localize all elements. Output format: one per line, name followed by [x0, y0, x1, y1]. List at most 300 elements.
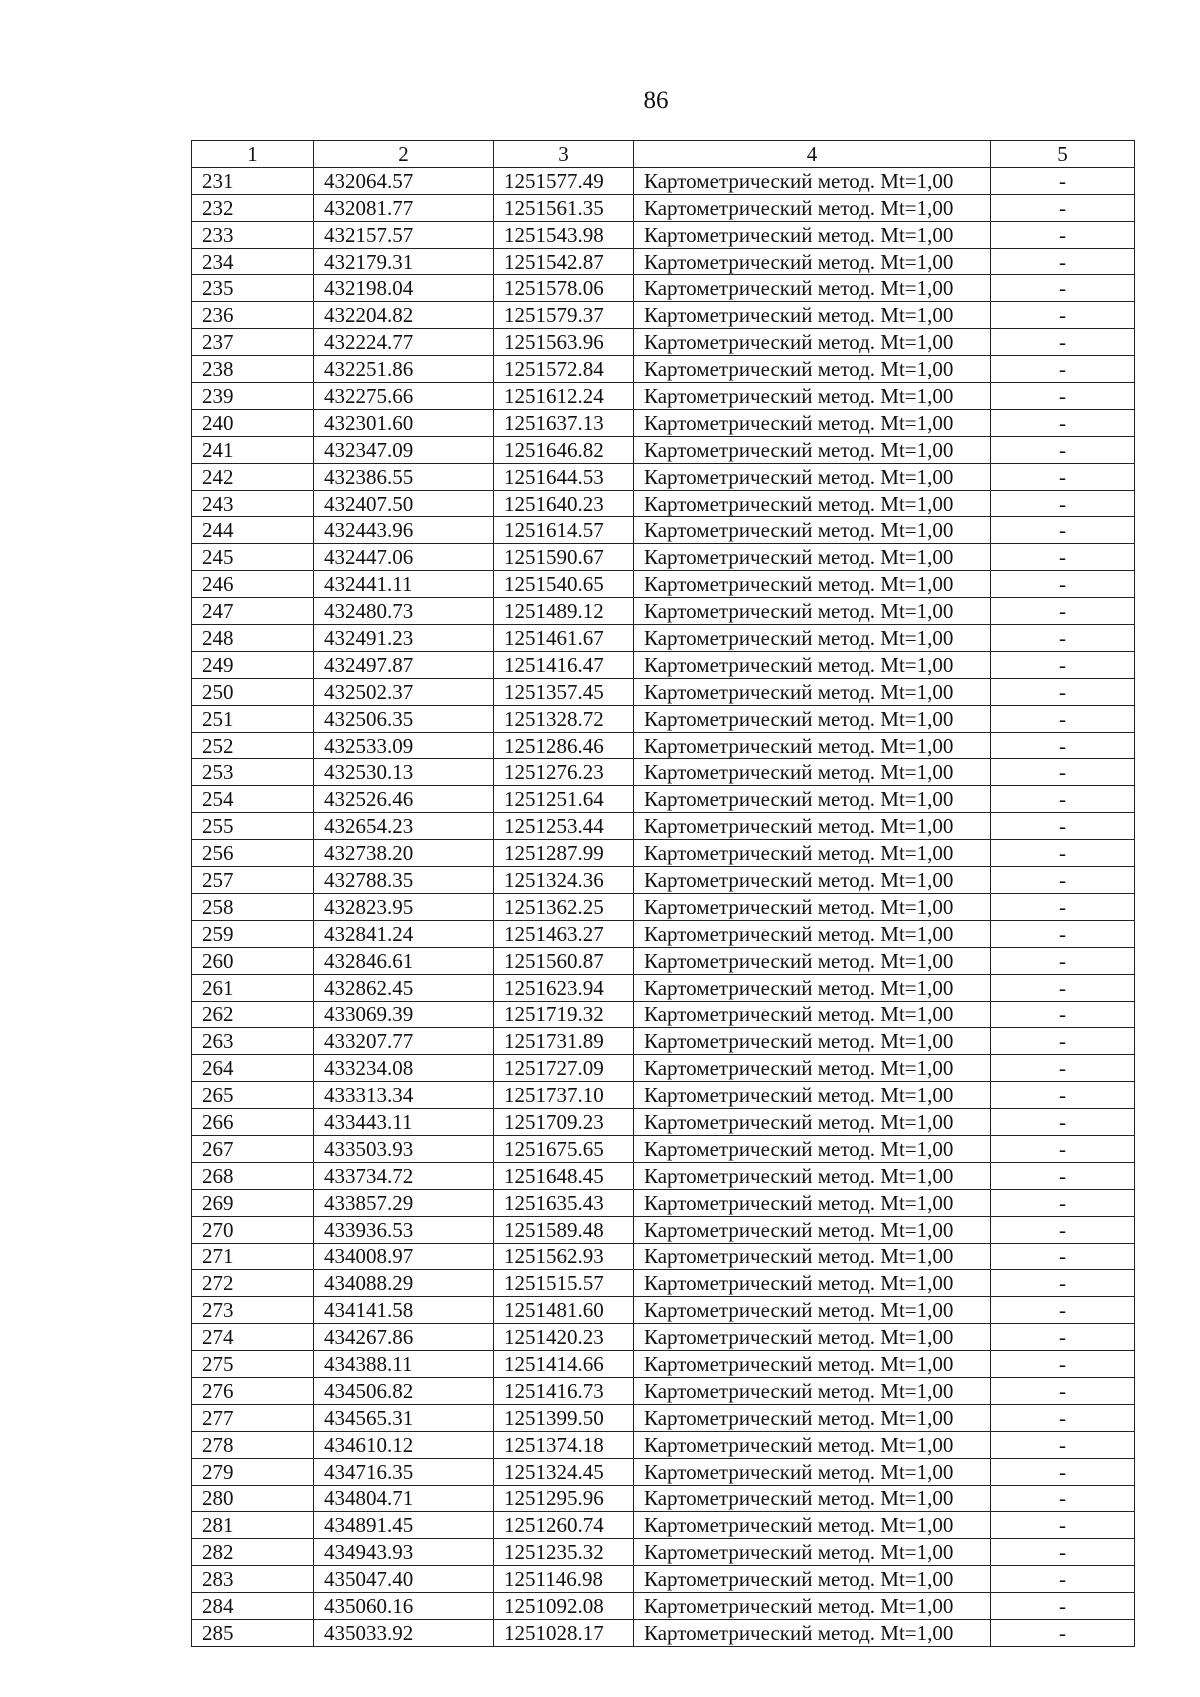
table-row	[192, 759, 1135, 786]
x-coordinate-cell: 432224.77	[314, 329, 494, 356]
y-coordinate-cell: 1251737.10	[494, 1082, 634, 1109]
note-cell: -	[991, 1055, 1135, 1082]
y-coordinate-cell: 1251648.45	[494, 1162, 634, 1189]
point-number-cell: 272	[192, 1270, 314, 1297]
y-coordinate-cell: 1251324.36	[494, 867, 634, 894]
y-coordinate-cell: 1251578.06	[494, 275, 634, 302]
x-coordinate-cell: 432533.09	[314, 732, 494, 759]
x-coordinate-cell: 432738.20	[314, 840, 494, 867]
method-cell: Картометрический метод. Mt=1,00	[634, 1485, 991, 1512]
x-coordinate-cell: 432788.35	[314, 867, 494, 894]
x-coordinate-cell: 432251.86	[314, 356, 494, 383]
note-cell: -	[991, 517, 1135, 544]
y-coordinate-cell: 1251489.12	[494, 598, 634, 625]
table-row	[192, 356, 1135, 383]
point-number-cell: 257	[192, 867, 314, 894]
table-row	[192, 1404, 1135, 1431]
method-cell: Картометрический метод. Mt=1,00	[634, 1162, 991, 1189]
method-cell: Картометрический метод. Mt=1,00	[634, 1404, 991, 1431]
note-cell: -	[991, 436, 1135, 463]
table-row	[192, 275, 1135, 302]
note-cell: -	[991, 598, 1135, 625]
point-number-cell: 253	[192, 759, 314, 786]
y-coordinate-cell: 1251640.23	[494, 490, 634, 517]
method-cell: Картометрический метод. Mt=1,00	[634, 1512, 991, 1539]
y-coordinate-cell: 1251420.23	[494, 1324, 634, 1351]
note-cell: -	[991, 705, 1135, 732]
method-cell: Картометрический метод. Mt=1,00	[634, 1109, 991, 1136]
method-cell: Картометрический метод. Mt=1,00	[634, 1566, 991, 1593]
y-coordinate-cell: 1251562.93	[494, 1243, 634, 1270]
note-cell: -	[991, 1377, 1135, 1404]
y-coordinate-cell: 1251357.45	[494, 678, 634, 705]
x-coordinate-cell: 432386.55	[314, 463, 494, 490]
point-number-cell: 271	[192, 1243, 314, 1270]
note-cell: -	[991, 167, 1135, 194]
point-number-cell: 247	[192, 598, 314, 625]
method-cell: Картометрический метод. Mt=1,00	[634, 1082, 991, 1109]
table-row	[192, 786, 1135, 813]
method-cell: Картометрический метод. Mt=1,00	[634, 1055, 991, 1082]
table-row	[192, 1243, 1135, 1270]
column-header-3: 3	[494, 141, 634, 168]
table-row	[192, 1512, 1135, 1539]
y-coordinate-cell: 1251675.65	[494, 1135, 634, 1162]
note-cell: -	[991, 275, 1135, 302]
method-cell: Картометрический метод. Mt=1,00	[634, 920, 991, 947]
table-row	[192, 1324, 1135, 1351]
x-coordinate-cell: 432846.61	[314, 947, 494, 974]
method-cell: Картометрический метод. Mt=1,00	[634, 248, 991, 275]
note-cell: -	[991, 1431, 1135, 1458]
method-cell: Картометрический метод. Mt=1,00	[634, 409, 991, 436]
note-cell: -	[991, 1351, 1135, 1378]
point-number-cell: 234	[192, 248, 314, 275]
y-coordinate-cell: 1251515.57	[494, 1270, 634, 1297]
x-coordinate-cell: 433207.77	[314, 1028, 494, 1055]
point-number-cell: 263	[192, 1028, 314, 1055]
note-cell: -	[991, 1404, 1135, 1431]
x-coordinate-cell: 433313.34	[314, 1082, 494, 1109]
y-coordinate-cell: 1251146.98	[494, 1566, 634, 1593]
method-cell: Картометрический метод. Mt=1,00	[634, 1216, 991, 1243]
point-number-cell: 241	[192, 436, 314, 463]
y-coordinate-cell: 1251637.13	[494, 409, 634, 436]
method-cell: Картометрический метод. Mt=1,00	[634, 1324, 991, 1351]
point-number-cell: 259	[192, 920, 314, 947]
table-row	[192, 678, 1135, 705]
method-cell: Картометрический метод. Mt=1,00	[634, 1270, 991, 1297]
point-number-cell: 233	[192, 221, 314, 248]
x-coordinate-cell: 432823.95	[314, 893, 494, 920]
point-number-cell: 242	[192, 463, 314, 490]
y-coordinate-cell: 1251235.32	[494, 1539, 634, 1566]
table-row	[192, 329, 1135, 356]
table-row	[192, 167, 1135, 194]
x-coordinate-cell: 432502.37	[314, 678, 494, 705]
table-row	[192, 1458, 1135, 1485]
method-cell: Картометрический метод. Mt=1,00	[634, 383, 991, 410]
y-coordinate-cell: 1251374.18	[494, 1431, 634, 1458]
x-coordinate-cell: 435033.92	[314, 1619, 494, 1646]
y-coordinate-cell: 1251614.57	[494, 517, 634, 544]
table-body	[192, 167, 1135, 1646]
method-cell: Картометрический метод. Mt=1,00	[634, 651, 991, 678]
method-cell: Картометрический метод. Mt=1,00	[634, 1377, 991, 1404]
point-number-cell: 256	[192, 840, 314, 867]
table-row	[192, 1297, 1135, 1324]
note-cell: -	[991, 1135, 1135, 1162]
method-cell: Картометрический метод. Mt=1,00	[634, 1135, 991, 1162]
method-cell: Картометрический метод. Mt=1,00	[634, 705, 991, 732]
table-row	[192, 1351, 1135, 1378]
y-coordinate-cell: 1251563.96	[494, 329, 634, 356]
point-number-cell: 282	[192, 1539, 314, 1566]
note-cell: -	[991, 759, 1135, 786]
y-coordinate-cell: 1251028.17	[494, 1619, 634, 1646]
note-cell: -	[991, 1539, 1135, 1566]
method-cell: Картометрический метод. Mt=1,00	[634, 786, 991, 813]
x-coordinate-cell: 432480.73	[314, 598, 494, 625]
x-coordinate-cell: 434388.11	[314, 1351, 494, 1378]
note-cell: -	[991, 867, 1135, 894]
note-cell: -	[991, 1189, 1135, 1216]
table-row	[192, 221, 1135, 248]
method-cell: Картометрический метод. Mt=1,00	[634, 194, 991, 221]
method-cell: Картометрический метод. Mt=1,00	[634, 544, 991, 571]
table-row	[192, 867, 1135, 894]
x-coordinate-cell: 432198.04	[314, 275, 494, 302]
table-row	[192, 1377, 1135, 1404]
note-cell: -	[991, 625, 1135, 652]
point-number-cell: 252	[192, 732, 314, 759]
y-coordinate-cell: 1251623.94	[494, 974, 634, 1001]
note-cell: -	[991, 1485, 1135, 1512]
method-cell: Картометрический метод. Mt=1,00	[634, 221, 991, 248]
point-number-cell: 279	[192, 1458, 314, 1485]
point-number-cell: 276	[192, 1377, 314, 1404]
y-coordinate-cell: 1251612.24	[494, 383, 634, 410]
y-coordinate-cell: 1251577.49	[494, 167, 634, 194]
point-number-cell: 232	[192, 194, 314, 221]
table-row	[192, 1109, 1135, 1136]
table-row	[192, 302, 1135, 329]
y-coordinate-cell: 1251727.09	[494, 1055, 634, 1082]
point-number-cell: 265	[192, 1082, 314, 1109]
method-cell: Картометрический метод. Mt=1,00	[634, 463, 991, 490]
method-cell: Картометрический метод. Mt=1,00	[634, 1243, 991, 1270]
column-header-5: 5	[991, 141, 1135, 168]
x-coordinate-cell: 432491.23	[314, 625, 494, 652]
table-row	[192, 1028, 1135, 1055]
note-cell: -	[991, 651, 1135, 678]
table-row	[192, 436, 1135, 463]
table-row	[192, 383, 1135, 410]
note-cell: -	[991, 1619, 1135, 1646]
x-coordinate-cell: 434267.86	[314, 1324, 494, 1351]
x-coordinate-cell: 433443.11	[314, 1109, 494, 1136]
point-number-cell: 231	[192, 167, 314, 194]
table-row	[192, 732, 1135, 759]
y-coordinate-cell: 1251635.43	[494, 1189, 634, 1216]
note-cell: -	[991, 1458, 1135, 1485]
x-coordinate-cell: 434565.31	[314, 1404, 494, 1431]
point-number-cell: 250	[192, 678, 314, 705]
note-cell: -	[991, 329, 1135, 356]
method-cell: Картометрический метод. Mt=1,00	[634, 356, 991, 383]
x-coordinate-cell: 434008.97	[314, 1243, 494, 1270]
table-row	[192, 598, 1135, 625]
x-coordinate-cell: 432081.77	[314, 194, 494, 221]
table-row	[192, 1619, 1135, 1646]
point-number-cell: 237	[192, 329, 314, 356]
y-coordinate-cell: 1251251.64	[494, 786, 634, 813]
table-row	[192, 248, 1135, 275]
coordinates-table	[191, 140, 1135, 1647]
table-row	[192, 517, 1135, 544]
x-coordinate-cell: 432275.66	[314, 383, 494, 410]
point-number-cell: 278	[192, 1431, 314, 1458]
x-coordinate-cell: 432447.06	[314, 544, 494, 571]
note-cell: -	[991, 1324, 1135, 1351]
note-cell: -	[991, 1243, 1135, 1270]
method-cell: Картометрический метод. Mt=1,00	[634, 759, 991, 786]
method-cell: Картометрический метод. Mt=1,00	[634, 490, 991, 517]
point-number-cell: 258	[192, 893, 314, 920]
y-coordinate-cell: 1251295.96	[494, 1485, 634, 1512]
method-cell: Картометрический метод. Mt=1,00	[634, 1189, 991, 1216]
method-cell: Картометрический метод. Mt=1,00	[634, 678, 991, 705]
point-number-cell: 266	[192, 1109, 314, 1136]
point-number-cell: 281	[192, 1512, 314, 1539]
point-number-cell: 260	[192, 947, 314, 974]
note-cell: -	[991, 490, 1135, 517]
method-cell: Картометрический метод. Mt=1,00	[634, 1001, 991, 1028]
method-cell: Картометрический метод. Mt=1,00	[634, 571, 991, 598]
method-cell: Картометрический метод. Mt=1,00	[634, 1297, 991, 1324]
column-header-2: 2	[314, 141, 494, 168]
point-number-cell: 235	[192, 275, 314, 302]
note-cell: -	[991, 1028, 1135, 1055]
point-number-cell: 248	[192, 625, 314, 652]
x-coordinate-cell: 432530.13	[314, 759, 494, 786]
x-coordinate-cell: 432506.35	[314, 705, 494, 732]
table-row	[192, 1216, 1135, 1243]
point-number-cell: 254	[192, 786, 314, 813]
note-cell: -	[991, 974, 1135, 1001]
note-cell: -	[991, 383, 1135, 410]
note-cell: -	[991, 544, 1135, 571]
note-cell: -	[991, 221, 1135, 248]
note-cell: -	[991, 893, 1135, 920]
y-coordinate-cell: 1251253.44	[494, 813, 634, 840]
note-cell: -	[991, 786, 1135, 813]
x-coordinate-cell: 432443.96	[314, 517, 494, 544]
y-coordinate-cell: 1251399.50	[494, 1404, 634, 1431]
note-cell: -	[991, 248, 1135, 275]
y-coordinate-cell: 1251287.99	[494, 840, 634, 867]
method-cell: Картометрический метод. Mt=1,00	[634, 1458, 991, 1485]
point-number-cell: 284	[192, 1593, 314, 1620]
note-cell: -	[991, 947, 1135, 974]
table-row	[192, 840, 1135, 867]
method-cell: Картометрический метод. Mt=1,00	[634, 436, 991, 463]
note-cell: -	[991, 1270, 1135, 1297]
x-coordinate-cell: 434088.29	[314, 1270, 494, 1297]
note-cell: -	[991, 813, 1135, 840]
x-coordinate-cell: 433069.39	[314, 1001, 494, 1028]
table-row	[192, 1162, 1135, 1189]
x-coordinate-cell: 434891.45	[314, 1512, 494, 1539]
x-coordinate-cell: 432179.31	[314, 248, 494, 275]
table-row	[192, 1001, 1135, 1028]
table-row	[192, 1485, 1135, 1512]
point-number-cell: 239	[192, 383, 314, 410]
y-coordinate-cell: 1251092.08	[494, 1593, 634, 1620]
table-row	[192, 1189, 1135, 1216]
x-coordinate-cell: 432347.09	[314, 436, 494, 463]
y-coordinate-cell: 1251414.66	[494, 1351, 634, 1378]
table-row	[192, 705, 1135, 732]
x-coordinate-cell: 432841.24	[314, 920, 494, 947]
y-coordinate-cell: 1251481.60	[494, 1297, 634, 1324]
point-number-cell: 243	[192, 490, 314, 517]
table-row	[192, 1135, 1135, 1162]
y-coordinate-cell: 1251286.46	[494, 732, 634, 759]
x-coordinate-cell: 432526.46	[314, 786, 494, 813]
note-cell: -	[991, 1082, 1135, 1109]
x-coordinate-cell: 432064.57	[314, 167, 494, 194]
table-row	[192, 1539, 1135, 1566]
y-coordinate-cell: 1251461.67	[494, 625, 634, 652]
table-row	[192, 893, 1135, 920]
column-header-1: 1	[192, 141, 314, 168]
y-coordinate-cell: 1251324.45	[494, 1458, 634, 1485]
table-row	[192, 194, 1135, 221]
method-cell: Картометрический метод. Mt=1,00	[634, 302, 991, 329]
method-cell: Картометрический метод. Mt=1,00	[634, 867, 991, 894]
y-coordinate-cell: 1251276.23	[494, 759, 634, 786]
note-cell: -	[991, 840, 1135, 867]
table-row	[192, 1270, 1135, 1297]
point-number-cell: 273	[192, 1297, 314, 1324]
point-number-cell: 251	[192, 705, 314, 732]
x-coordinate-cell: 432204.82	[314, 302, 494, 329]
method-cell: Картометрический метод. Mt=1,00	[634, 1351, 991, 1378]
point-number-cell: 268	[192, 1162, 314, 1189]
method-cell: Картометрический метод. Mt=1,00	[634, 167, 991, 194]
table-row	[192, 409, 1135, 436]
note-cell: -	[991, 678, 1135, 705]
method-cell: Картометрический метод. Mt=1,00	[634, 893, 991, 920]
note-cell: -	[991, 1216, 1135, 1243]
point-number-cell: 283	[192, 1566, 314, 1593]
x-coordinate-cell: 434506.82	[314, 1377, 494, 1404]
table-row	[192, 920, 1135, 947]
note-cell: -	[991, 302, 1135, 329]
table-row	[192, 571, 1135, 598]
method-cell: Картометрический метод. Mt=1,00	[634, 1028, 991, 1055]
column-header-4: 4	[634, 141, 991, 168]
table-row	[192, 1055, 1135, 1082]
y-coordinate-cell: 1251416.47	[494, 651, 634, 678]
note-cell: -	[991, 356, 1135, 383]
x-coordinate-cell: 435047.40	[314, 1566, 494, 1593]
x-coordinate-cell: 432157.57	[314, 221, 494, 248]
note-cell: -	[991, 1593, 1135, 1620]
point-number-cell: 264	[192, 1055, 314, 1082]
x-coordinate-cell: 434610.12	[314, 1431, 494, 1458]
y-coordinate-cell: 1251590.67	[494, 544, 634, 571]
method-cell: Картометрический метод. Mt=1,00	[634, 1619, 991, 1646]
note-cell: -	[991, 1566, 1135, 1593]
note-cell: -	[991, 920, 1135, 947]
point-number-cell: 244	[192, 517, 314, 544]
note-cell: -	[991, 463, 1135, 490]
method-cell: Картометрический метод. Mt=1,00	[634, 329, 991, 356]
y-coordinate-cell: 1251543.98	[494, 221, 634, 248]
method-cell: Картометрический метод. Mt=1,00	[634, 275, 991, 302]
note-cell: -	[991, 1109, 1135, 1136]
y-coordinate-cell: 1251579.37	[494, 302, 634, 329]
point-number-cell: 245	[192, 544, 314, 571]
y-coordinate-cell: 1251463.27	[494, 920, 634, 947]
y-coordinate-cell: 1251589.48	[494, 1216, 634, 1243]
page-number: 86	[643, 87, 669, 114]
table-row	[192, 947, 1135, 974]
x-coordinate-cell: 433857.29	[314, 1189, 494, 1216]
method-cell: Картометрический метод. Mt=1,00	[634, 840, 991, 867]
x-coordinate-cell: 433936.53	[314, 1216, 494, 1243]
method-cell: Картометрический метод. Mt=1,00	[634, 625, 991, 652]
point-number-cell: 274	[192, 1324, 314, 1351]
x-coordinate-cell: 433503.93	[314, 1135, 494, 1162]
point-number-cell: 280	[192, 1485, 314, 1512]
y-coordinate-cell: 1251731.89	[494, 1028, 634, 1055]
point-number-cell: 238	[192, 356, 314, 383]
note-cell: -	[991, 409, 1135, 436]
x-coordinate-cell: 432654.23	[314, 813, 494, 840]
x-coordinate-cell: 433234.08	[314, 1055, 494, 1082]
point-number-cell: 275	[192, 1351, 314, 1378]
method-cell: Картометрический метод. Mt=1,00	[634, 732, 991, 759]
point-number-cell: 269	[192, 1189, 314, 1216]
table-row	[192, 1431, 1135, 1458]
method-cell: Картометрический метод. Mt=1,00	[634, 1593, 991, 1620]
x-coordinate-cell: 434141.58	[314, 1297, 494, 1324]
table-row	[192, 625, 1135, 652]
method-cell: Картометрический метод. Mt=1,00	[634, 947, 991, 974]
y-coordinate-cell: 1251362.25	[494, 893, 634, 920]
y-coordinate-cell: 1251416.73	[494, 1377, 634, 1404]
x-coordinate-cell: 434943.93	[314, 1539, 494, 1566]
point-number-cell: 249	[192, 651, 314, 678]
y-coordinate-cell: 1251572.84	[494, 356, 634, 383]
note-cell: -	[991, 1512, 1135, 1539]
y-coordinate-cell: 1251646.82	[494, 436, 634, 463]
table-row	[192, 1566, 1135, 1593]
note-cell: -	[991, 1001, 1135, 1028]
x-coordinate-cell: 432497.87	[314, 651, 494, 678]
point-number-cell: 261	[192, 974, 314, 1001]
note-cell: -	[991, 194, 1135, 221]
y-coordinate-cell: 1251719.32	[494, 1001, 634, 1028]
y-coordinate-cell: 1251560.87	[494, 947, 634, 974]
table-row	[192, 813, 1135, 840]
point-number-cell: 285	[192, 1619, 314, 1646]
y-coordinate-cell: 1251709.23	[494, 1109, 634, 1136]
y-coordinate-cell: 1251328.72	[494, 705, 634, 732]
